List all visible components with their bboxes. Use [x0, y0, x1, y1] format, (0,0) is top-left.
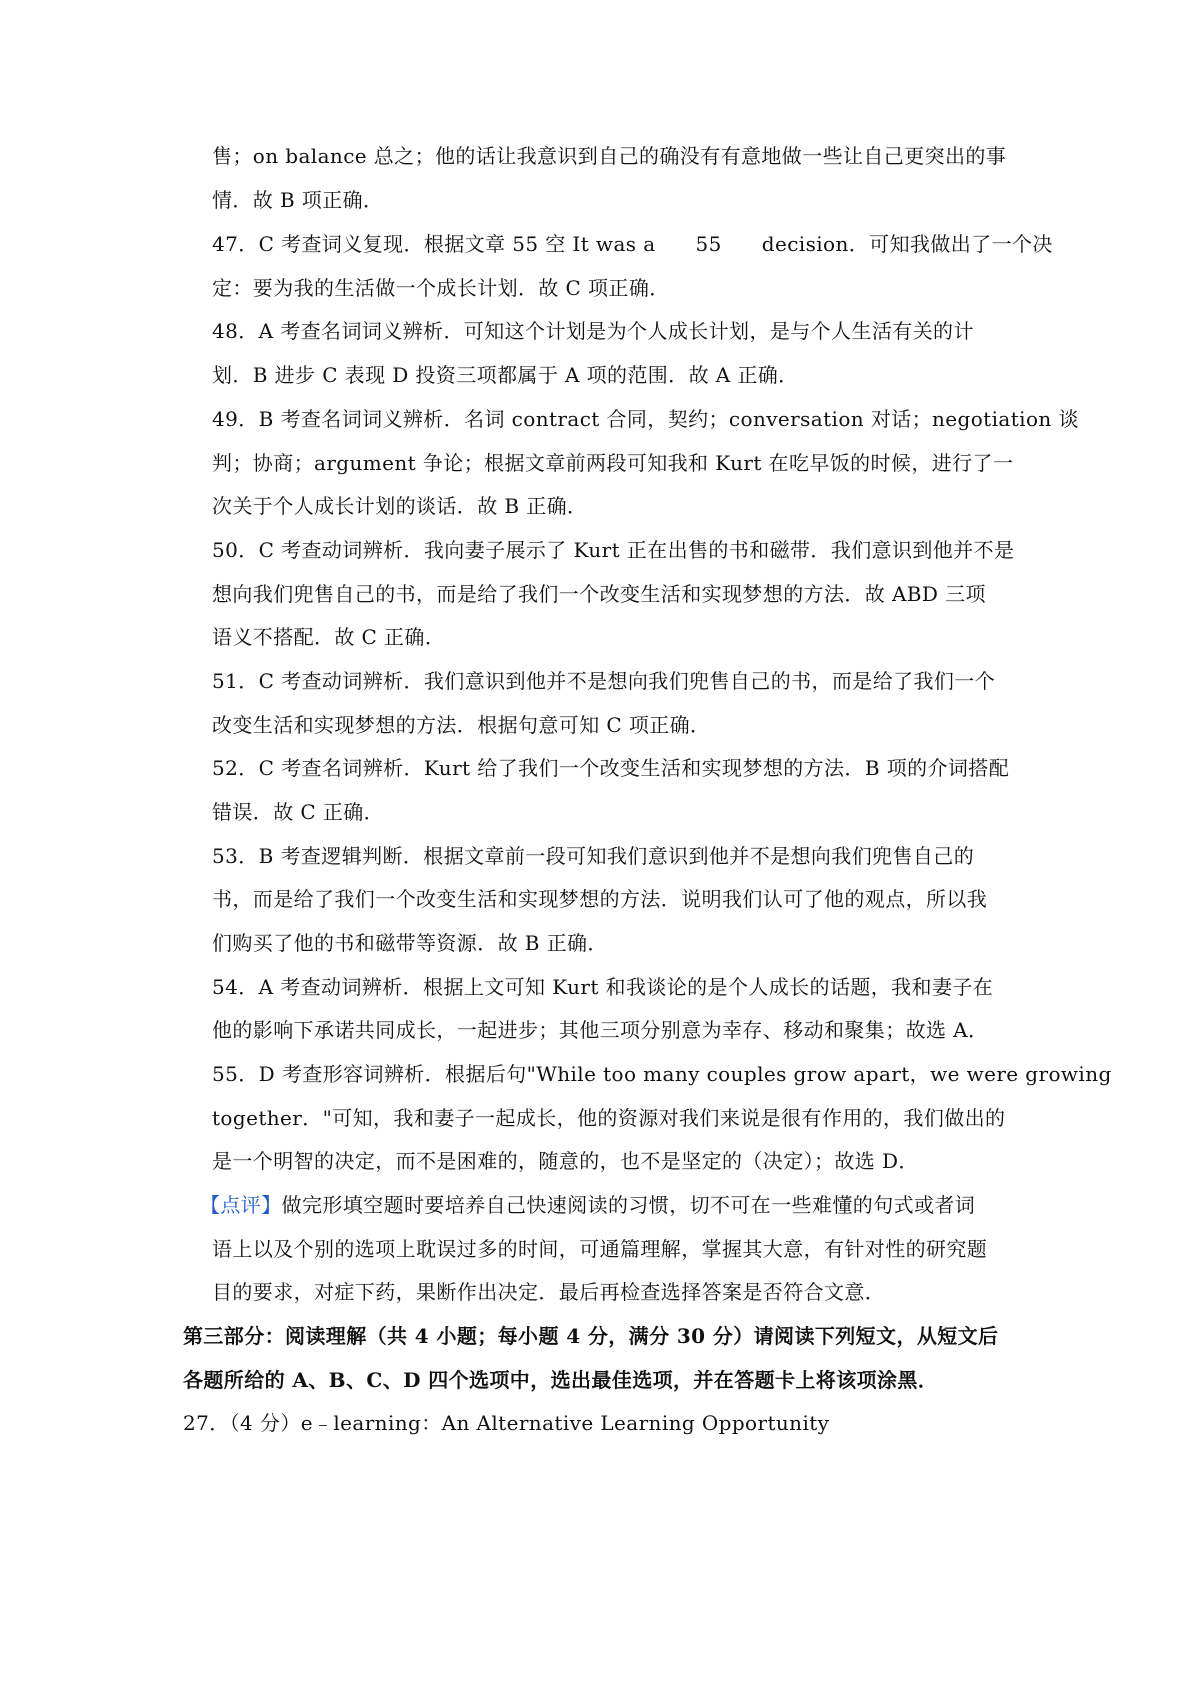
answer-47-text-end: decision．可知我做出了一个决	[761, 232, 1053, 256]
text-line: 目的要求，对症下药，果断作出决定．最后再检查选择答案是否符合文意．	[212, 1280, 886, 1304]
text-line: 书，而是给了我们一个改变生活和实现梦想的方法．说明我们认可了他的观点，所以我	[212, 887, 988, 911]
question-27-title: 27．（4 分）e﹣learning：An Alternative Learning Opportunity	[183, 1411, 830, 1435]
section-heading-cont: 各题所给的 A、B、C、D 四个选项中，选出最佳选项，并在答题卡上将该项涂黑．	[183, 1368, 939, 1392]
blank-number: 55	[695, 232, 722, 256]
comment-line	[200, 1192, 975, 1218]
text-line: 是一个明智的决定，而不是困难的，随意的，也不是坚定的（决定）；故选 D．	[212, 1149, 919, 1173]
text-line: 改变生活和实现梦想的方法．根据句意可知 C 项正确．	[212, 713, 711, 737]
answer-54-line: 54．A 考查动词辨析．根据上文可知 Kurt 和我谈论的是个人成长的话题，我和妻子在	[212, 975, 994, 999]
text-line: 定：要为我的生活做一个成长计划．故 C 项正确．	[212, 276, 670, 300]
answer-49-line: 49．B 考查名词词义辨析．名词 contract 合同，契约；conversation 对话；negotiation 谈	[212, 407, 1079, 431]
answer-50-line: 50．C 考查动词辨析．我向妻子展示了 Kurt 正在出售的书和磁带．我们意识到他并不是	[212, 538, 1015, 562]
answer-48-line: 48．A 考查名词词义辨析．可知这个计划是为个人成长计划，是与个人生活有关的计	[212, 319, 974, 343]
section-heading: 第三部分：阅读理解（共 4 小题；每小题 4 分，满分 30 分）请阅读下列短文，从短文后	[183, 1324, 999, 1348]
text-line: 语上以及个别的选项上耽误过多的时间，可通篇理解，掌握其大意，有针对性的研究题	[212, 1237, 988, 1261]
text-line: 判；协商；argument 争论；根据文章前两段可知我和 Kurt 在吃早饭的时候，进行了一	[212, 451, 1014, 475]
comment-text: 做完形填空题时要培养自己快速阅读的习惯，切不可在一些难懂的句式或者词	[281, 1193, 976, 1217]
answer-47-line	[212, 231, 1053, 257]
text-line: 情．故 B 项正确．	[212, 188, 384, 212]
answer-55-line: 55．D 考查形容词辨析．根据后句"While too many couples grow apart，we were growing	[212, 1062, 1112, 1086]
text-line: 次关于个人成长计划的谈话．故 B 正确．	[212, 494, 588, 518]
text-line: 语义不搭配．故 C 正确．	[212, 625, 446, 649]
text-line: 售；on balance 总之；他的话让我意识到自己的确没有有意地做一些让自己更突出的事	[212, 144, 1007, 168]
text-line: 划．B 进步 C 表现 D 投资三项都属于 A 项的范围．故 A 正确．	[212, 363, 799, 387]
text-line: together．"可知，我和妻子一起成长，他的资源对我们来说是很有作用的，我们做出的	[212, 1106, 1006, 1130]
text-line: 错误．故 C 正确．	[212, 800, 385, 824]
text-line: 他的影响下承诺共同成长，一起进步；其他三项分别意为幸存、移动和聚集；故选 A．	[212, 1018, 989, 1042]
text-line: 想向我们兜售自己的书，而是给了我们一个改变生活和实现梦想的方法．故 ABD 三项	[212, 582, 986, 606]
answer-51-line: 51．C 考查动词辨析．我们意识到他并不是想向我们兜售自己的书，而是给了我们一个	[212, 669, 996, 693]
answer-52-line: 52．C 考查名词辨析．Kurt 给了我们一个改变生活和实现梦想的方法．B 项的介词搭配	[212, 756, 1010, 780]
answer-53-line: 53．B 考查逻辑判断．根据文章前一段可知我们意识到他并不是想向我们兜售自己的	[212, 844, 975, 868]
answer-47-text: 47．C 考查词义复现．根据文章 55 空 It was a	[212, 232, 656, 256]
text-line: 们购买了他的书和磁带等资源．故 B 正确．	[212, 931, 608, 955]
comment-tag: 【点评】	[200, 1193, 282, 1217]
